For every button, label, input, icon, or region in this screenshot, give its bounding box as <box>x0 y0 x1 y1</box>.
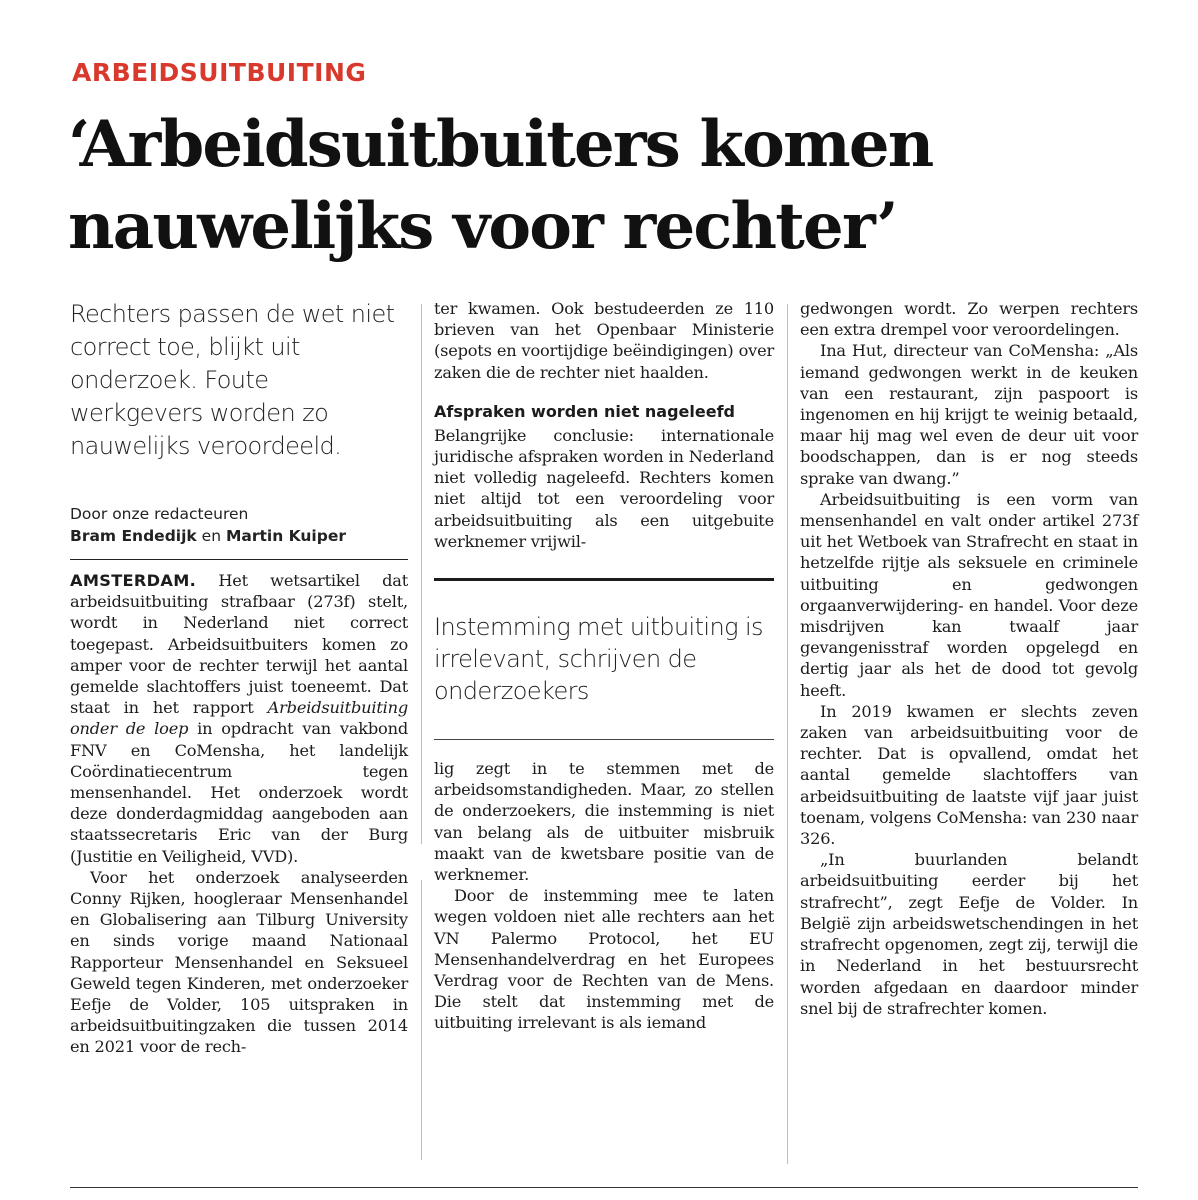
report-title: Arbeidsuitbuiting onder de loep <box>70 698 408 739</box>
body-text: in opdracht van vakbond FNV en CoMensha, het landelijk Coördinatiecentrum tegen mensenhandel. Het onderzoek wordt deze donderdagmiddag aangeboden aan staatssecretaris Eric van der Burg (Justitie en Veiligheid, VVD). <box>70 719 408 866</box>
pullquote-rule-top <box>434 578 774 581</box>
author-1: Bram Endedijk <box>70 527 197 545</box>
byline <box>70 503 408 547</box>
bottom-rule <box>70 1187 1138 1188</box>
body-paragraph <box>70 570 408 867</box>
body-paragraph: Voor het onderzoek analyseerden Conny Rijken, hoogleraar Mensenhandel en Globalisering aan Tilburg University en sinds vorige maand Nationaal Rapporteur Mensenhandel en Seksueel Geweld tegen Kinderen, met onderzoeker Eefje de Volder, 105 uitspraken in arbeidsuitbuitingzaken die tussen 2014 en 2021 voor de rech- <box>70 867 408 1057</box>
pullquote: Instemming met uitbuiting is irrelevant, schrijven de onderzoekers <box>434 613 763 706</box>
body-paragraph: Arbeidsuitbuiting is een vorm van mensenhandel en valt onder artikel 273f uit het Wetboek van Strafrecht en staat in hetzelfde rijtje als seksuele en criminele uitbuiting en gedwongen orgaanverwijdering- en handel. Voor deze misdrijven kan twaalf jaar gevangenisstraf worden opgelegd en dertig jaar als het de dood tot gevolg heeft. <box>800 489 1138 700</box>
column-divider <box>421 880 422 1160</box>
intro-text: Rechters passen de wet niet correct toe, blijkt uit onderzoek. Foute werkgevers worden zo nauwelijks veroordeeld. <box>70 300 395 460</box>
byline-and: en <box>196 527 226 545</box>
byline-prefix: Door onze redacteuren <box>70 505 249 523</box>
subheading: Afspraken worden niet nageleefd <box>434 401 735 421</box>
body-paragraph: Door de instemming mee te laten wegen voldoen niet alle rechters aan het VN Palermo Protocol, het EU Mensenhandelverdrag en het Europees Verdrag voor de Rechten van de Mens. Die stelt dat instemming met de uitbuiting irrelevant is als iemand <box>434 886 774 1033</box>
headline-line-2: nauwelijks voor rechter’ <box>68 189 897 264</box>
headline <box>68 104 1148 268</box>
pullquote-rule-bottom <box>434 739 774 740</box>
body-paragraph: In 2019 kwamen er slechts zeven zaken van arbeidsuitbuiting voor de rechter. Dat is opvallend, omdat het aantal gemelde slachtoffers van arbeidsuitbuiting de laatste vijf jaar juist toenam, volgens CoMensha: van 230 naar 326. <box>800 701 1138 849</box>
body-paragraph: „In buurlanden belandt arbeidsuitbuiting eerder bij het strafrecht”, zegt Eefje de Volder. In België zijn arbeidswetschendingen in het strafrecht opgenomen, zegt zij, terwijl die in Nederland in het bestuursrecht worden afgedaan en daardoor minder snel bij de strafrechter komen. <box>800 850 1138 1018</box>
dateline: AMSTERDAM. <box>70 571 197 590</box>
body-paragraph: lig zegt in te stemmen met de arbeidsomstandigheden. Maar, zo stellen de onderzoekers, die instemming is niet van belang als de uitbuiter misbruik maakt van de kwetsbare positie van de werknemer. <box>434 759 774 885</box>
section-kicker: ARBEIDSUITBUITING <box>72 58 367 87</box>
byline-authors <box>70 525 408 547</box>
body-paragraph: ter kwamen. Ook bestudeerden ze 110 brieven van het Openbaar Ministerie (sepots en voortijdige beëindigingen) over zaken die de rechter niet haalden. <box>434 299 774 382</box>
column-1 <box>70 298 408 1058</box>
byline-rule <box>70 559 408 560</box>
body-paragraph: Belangrijke conclusie: internationale juridische afspraken worden in Nederland niet volledig nageleefd. Rechters komen niet altijd tot een veroordeling voor arbeidsuitbuiting als een uitgebuite werknemer vrijwil- <box>434 425 774 551</box>
headline-line-1: ‘Arbeidsuitbuiters komen <box>68 107 933 182</box>
column-divider <box>421 304 422 844</box>
column-3 <box>800 298 1138 1019</box>
body-paragraph: gedwongen wordt. Zo werpen rechters een extra drempel voor veroordelingen. <box>800 299 1138 340</box>
body-paragraph: Ina Hut, directeur van CoMensha: „Als iemand gedwongen werkt in de keuken van een restaurant, zijn paspoort is ingenomen en hij krijgt te weinig betaald, maar hij mag wel even de deur uit voor boodschappen, dan is er nog steeds sprake van dwang.” <box>800 341 1138 488</box>
body-text: Het wetsartikel dat arbeidsuitbuiting strafbaar (273f) stelt, wordt in Nederland niet correct toegepast. Arbeidsuitbuiters komen zo amper voor de rechter terwijl het aantal gemelde slachtoffers juist toeneemt. Dat staat in het rapport <box>70 571 408 718</box>
column-divider <box>787 304 788 1164</box>
author-2: Martin Kuiper <box>225 527 346 545</box>
column-2 <box>434 298 774 1034</box>
